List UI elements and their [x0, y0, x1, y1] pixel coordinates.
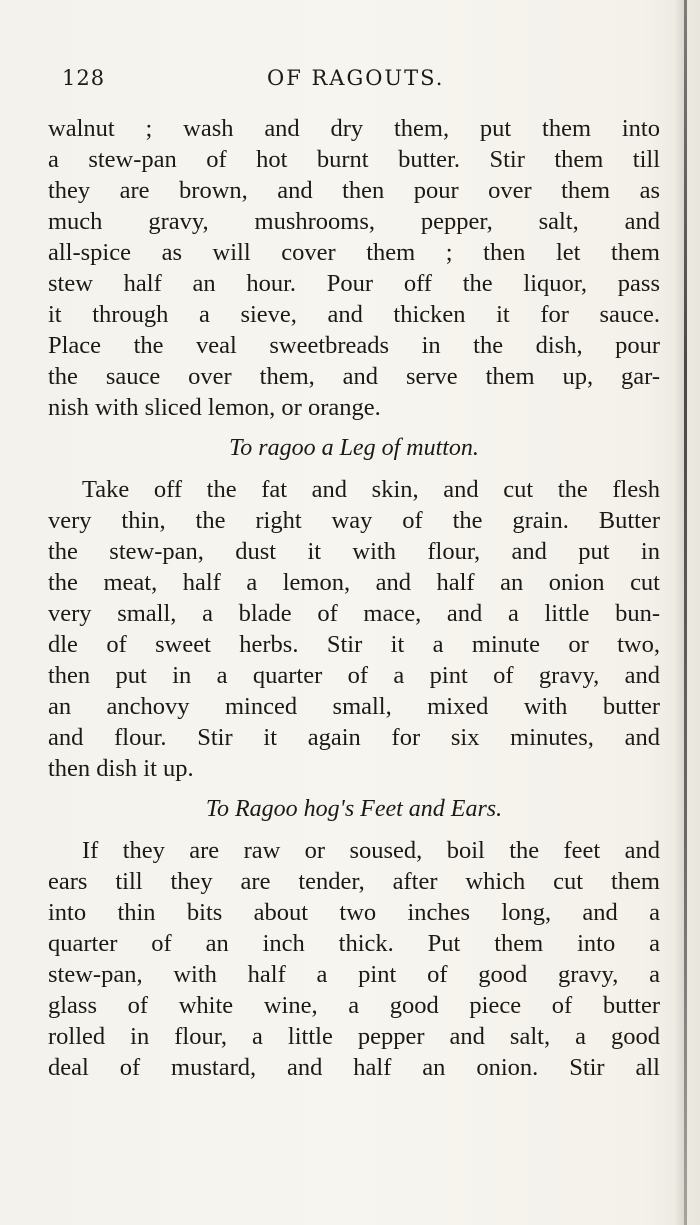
text-line: an anchovy minced small, mixed with butter — [48, 693, 660, 720]
text-line: all-spice as will cover them ; then let them — [48, 239, 660, 266]
section-hogs-feet-and-ears — [48, 835, 660, 1083]
text-line: walnut ; wash and dry them, put them into — [48, 115, 660, 142]
recipe-heading-hogs-feet-and-ears: To Ragoo hog's Feet and Ears. — [205, 796, 503, 822]
text-line: they are brown, and then pour over them as — [48, 177, 660, 204]
text-line: very thin, the right way of the grain. Butter — [48, 507, 660, 534]
page-edge — [684, 0, 687, 1225]
text-line: If they are raw or soused, boil the feet and — [82, 837, 660, 864]
text-line: dle of sweet herbs. Stir it a minute or two, — [48, 631, 660, 658]
recipe-heading-leg-of-mutton: To ragoo a Leg of mutton. — [229, 435, 479, 461]
page-body — [48, 113, 660, 1083]
text-line: into thin bits about two inches long, and a — [48, 899, 660, 926]
section-continued-recipe — [48, 113, 660, 423]
page-edge-shadow — [674, 0, 684, 1225]
text-line: stew half an hour. Pour off the liquor, pass — [48, 270, 660, 297]
text-line: it through a sieve, and thicken it for sauce. — [48, 301, 660, 328]
text-line: then dish it up. — [48, 755, 194, 782]
text-line: a stew-pan of hot burnt butter. Stir them till — [48, 146, 660, 173]
text-line: ears till they are tender, after which cut them — [48, 868, 660, 895]
text-line: the meat, half a lemon, and half an onion cut — [48, 569, 660, 596]
text-line: then put in a quarter of a pint of gravy, and — [48, 662, 660, 689]
page-number: 128 — [62, 66, 106, 90]
text-line: nish with sliced lemon, or orange. — [48, 394, 381, 421]
text-line: Take off the fat and skin, and cut the flesh — [82, 476, 660, 503]
text-line: much gravy, mushrooms, pepper, salt, and — [48, 208, 660, 235]
text-line: the sauce over them, and serve them up, gar- — [48, 363, 660, 390]
text-line: and flour. Stir it again for six minutes, and — [48, 724, 660, 751]
text-line: glass of white wine, a good piece of butter — [48, 992, 660, 1019]
text-line: Place the veal sweetbreads in the dish, pour — [48, 332, 660, 359]
running-head-title: OF RAGOUTS. — [267, 66, 445, 90]
section-leg-of-mutton — [48, 474, 660, 784]
text-line: deal of mustard, and half an onion. Stir all — [48, 1054, 660, 1081]
text-line: the stew-pan, dust it with flour, and put in — [48, 538, 660, 565]
text-line: stew-pan, with half a pint of good gravy, a — [48, 961, 660, 988]
running-head — [62, 66, 662, 96]
text-line: quarter of an inch thick. Put them into a — [48, 930, 660, 957]
text-line: very small, a blade of mace, and a little bun- — [48, 600, 660, 627]
text-line: rolled in flour, a little pepper and salt, a good — [48, 1023, 660, 1050]
